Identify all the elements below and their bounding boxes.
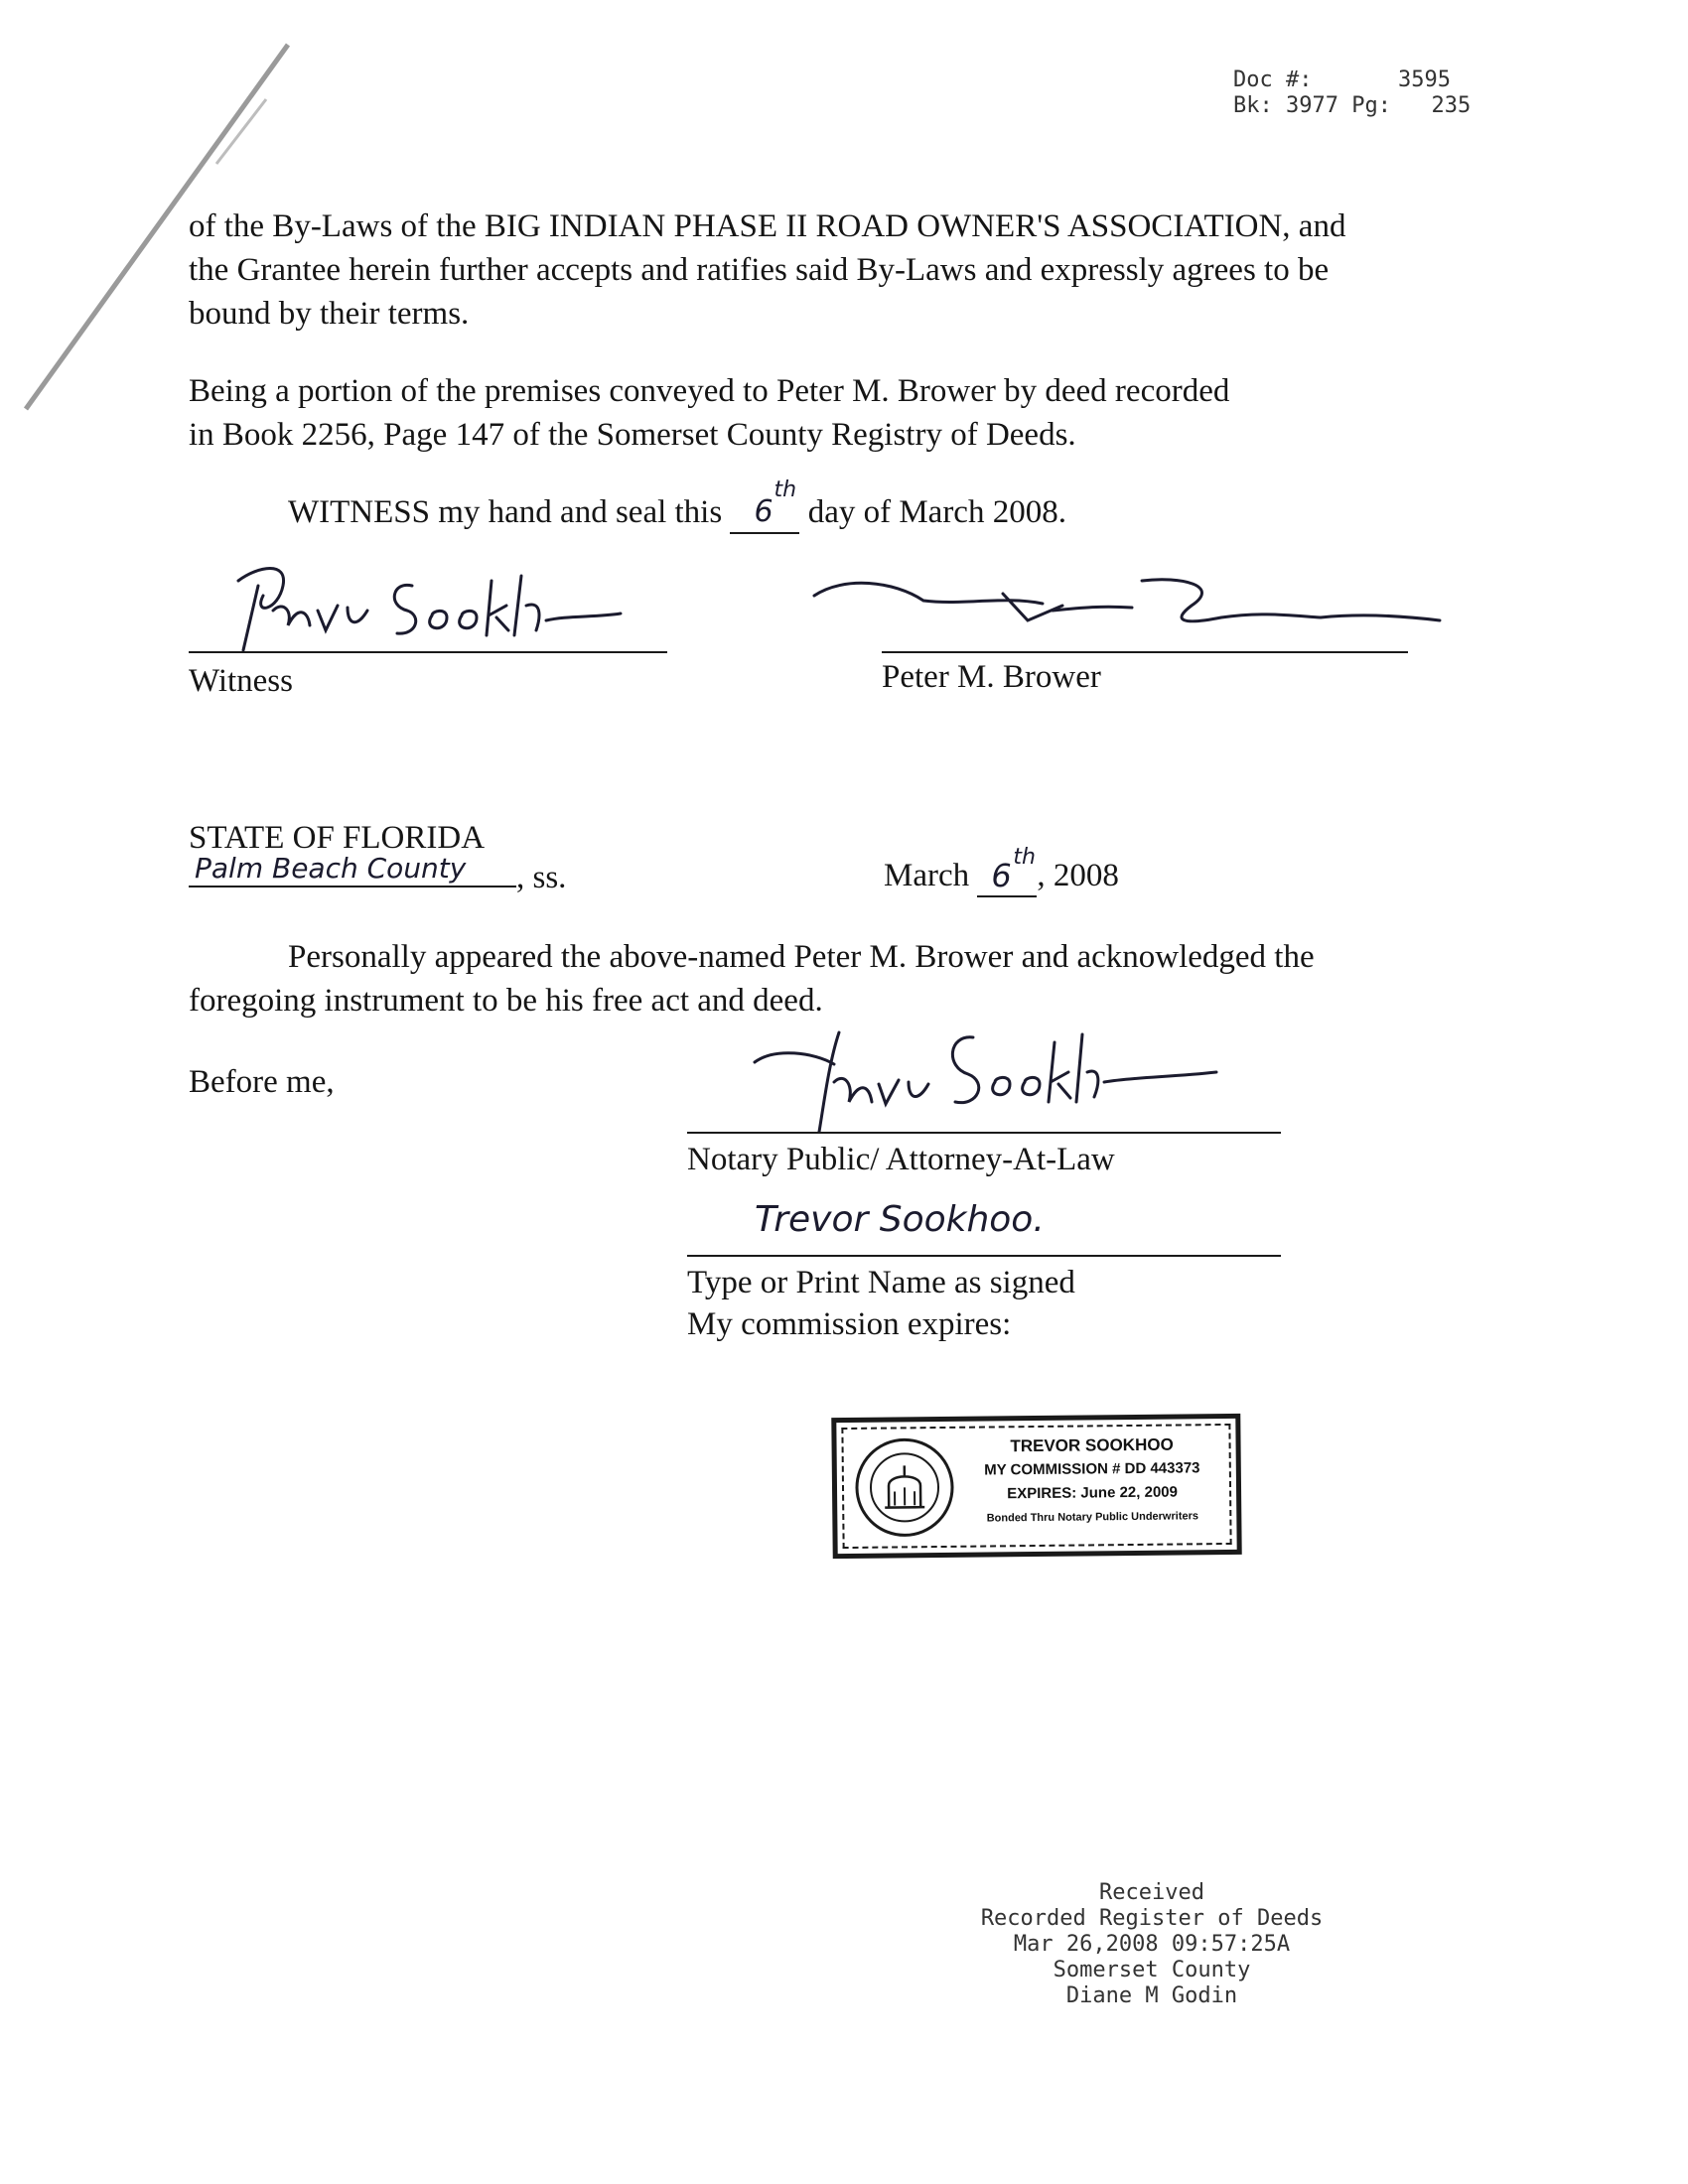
florida-seal-icon: [850, 1435, 958, 1540]
before-me-label: Before me,: [189, 1064, 335, 1100]
witness-suffix: day of March 2008.: [807, 494, 1066, 530]
bk-number: 3977: [1286, 93, 1338, 118]
doc-reference: [1233, 68, 1471, 119]
stamp-expires: EXPIRES: June 22, 2009: [1007, 1483, 1179, 1503]
grantor-signature: [804, 566, 1450, 655]
witness-signature: [199, 556, 655, 655]
witness-prefix: WITNESS my hand and seal this: [288, 494, 723, 530]
ack-date-year: , 2008: [1037, 858, 1119, 893]
bylaws-paragraph: [189, 205, 1345, 336]
bk-label: Bk:: [1233, 93, 1273, 118]
recording-line: Recorded Register of Deeds: [980, 1906, 1324, 1931]
witness-statement: [288, 478, 1066, 534]
stamp-text-block: [957, 1433, 1226, 1531]
printed-name-line: [687, 1255, 1281, 1257]
county-handwritten: Palm Beach County: [195, 852, 467, 885]
bylaws-line: the Grantee herein further accepts and ratifies said By-Laws and expressly agrees to be: [189, 252, 1330, 288]
portion-line: Being a portion of the premises conveyed to Peter M. Brower by deed recorded: [189, 373, 1230, 409]
notary-printed-name-handwritten: Trevor Sookhoo.: [755, 1199, 1045, 1240]
acknowledgment-line: foregoing instrument to be his free act and deed.: [189, 983, 823, 1019]
grantor-signature-line: [882, 651, 1408, 653]
ack-day-handwritten: 6: [991, 857, 1012, 894]
witness-day-blank: [730, 478, 799, 534]
witness-signature-line: [189, 651, 667, 653]
doc-label: Doc #:: [1233, 68, 1313, 92]
ack-day-suffix: th: [1013, 845, 1036, 870]
recording-line: Mar 26,2008 09:57:25A: [1013, 1932, 1291, 1957]
portion-line: in Book 2256, Page 147 of the Somerset County Registry of Deeds.: [189, 417, 1076, 453]
recording-line: Somerset County: [1053, 1958, 1251, 1982]
ss-label: , ss.: [516, 860, 567, 895]
state-heading: STATE OF FLORIDA: [189, 820, 486, 856]
bylaws-line: bound by their terms.: [189, 296, 470, 332]
stamp-commission: MY COMMISSION # DD 443373: [984, 1459, 1200, 1479]
witness-day-handwritten: 6: [754, 494, 774, 529]
recording-stamp: [904, 1880, 1400, 2009]
pg-label: Pg:: [1351, 93, 1391, 118]
notary-title: Notary Public/ Attorney-At-Law: [687, 1142, 1115, 1177]
acknowledgment-paragraph: [189, 935, 1315, 1023]
county-field: [189, 852, 516, 887]
ack-date-month: March: [884, 858, 970, 893]
pg-number: 235: [1431, 93, 1472, 118]
acknowledgment-line: Personally appeared the above-named Peter M. Brower and acknowledged the: [288, 939, 1315, 975]
doc-number: 3595: [1397, 68, 1451, 92]
recording-line: Diane M Godin: [1065, 1983, 1238, 2008]
stamp-bonded: Bonded Thru Notary Public Underwriters: [986, 1510, 1199, 1525]
notary-signature-line: [687, 1132, 1281, 1134]
ack-day-blank: [977, 845, 1037, 897]
portion-paragraph: [189, 369, 1229, 457]
print-name-label: Type or Print Name as signed: [687, 1265, 1075, 1300]
grantor-label: Peter M. Brower: [882, 659, 1101, 695]
book-page-line: [1233, 93, 1471, 119]
doc-number-line: [1233, 68, 1471, 93]
witness-label: Witness: [189, 663, 293, 699]
stamp-name: TREVOR SOOKHOO: [1010, 1434, 1174, 1456]
notary-signature: [735, 1023, 1231, 1142]
bylaws-line: of the By-Laws of the BIG INDIAN PHASE II ROAD OWNER'S ASSOCIATION, and: [189, 208, 1346, 244]
notary-stamp: [831, 1414, 1241, 1559]
ack-date: [884, 845, 1119, 897]
recording-line: Received: [1099, 1880, 1204, 1905]
county-line: [189, 886, 516, 887]
witness-day-suffix: th: [774, 478, 797, 502]
commission-label: My commission expires:: [687, 1306, 1012, 1342]
